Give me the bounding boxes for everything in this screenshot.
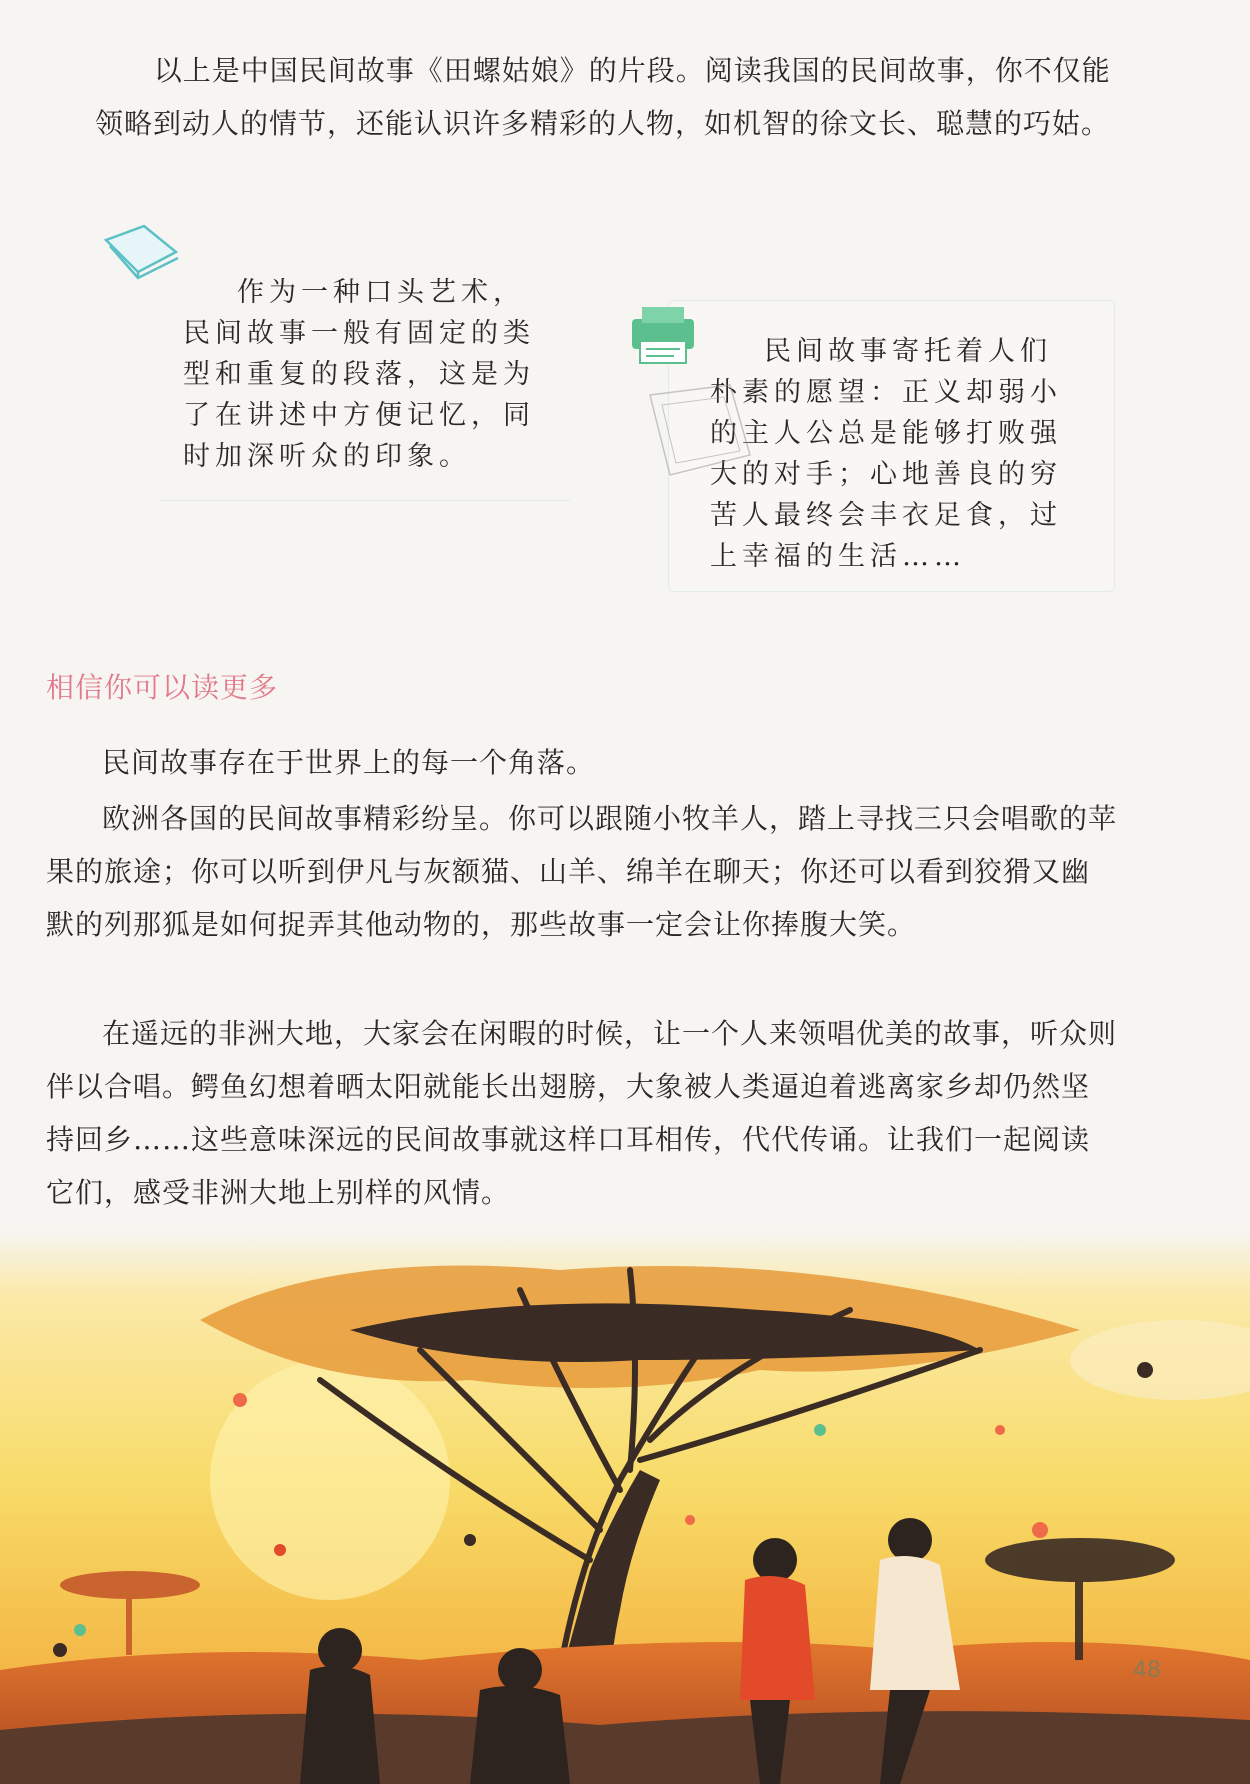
note-oral-art: 作为一种口头艺术，民间故事一般有固定的类型和重复的段落，这是为了在讲述中方便记忆，同时加深听众的印象。 — [183, 277, 535, 472]
page-number: 48 — [1133, 1658, 1161, 1683]
printer-icon — [624, 305, 708, 367]
note-divider — [160, 500, 570, 501]
note-folk-wishes: 民间故事寄托着人们朴素的愿望：正义却弱小的主人公总是能够打败强大的对手；心地善良的穷苦人最终会丰衣足食，过上幸福的生活…… — [710, 336, 1062, 572]
section-heading: 相信你可以读更多 — [46, 671, 279, 704]
african-savanna-illustration — [0, 1230, 1250, 1784]
section-paragraph: 民间故事存在于世界上的每一个角落。 — [102, 746, 596, 779]
open-book-icon — [100, 218, 184, 288]
watermark-stamp — [640, 375, 760, 495]
section-paragraph: 欧洲各国的民间故事精彩纷呈。你可以跟随小牧羊人，踏上寻找三只会唱歌的苹果的旅途；你可以听到伊凡与灰额猫、山羊、绵羊在聊天；你还可以看到狡猾又幽默的列那狐是如何捉弄其他动物的，那些故事一定会让你捧腹大笑。 — [46, 802, 1118, 941]
section-paragraph: 在遥远的非洲大地，大家会在闲暇的时候，让一个人来领唱优美的故事，听众则伴以合唱。鳄鱼幻想着晒太阳就能长出翅膀，大象被人类逼迫着逃离家乡却仍然坚持回乡……这些意味深远的民间故事就这样口耳相传，代代传诵。让我们一起阅读它们，感受非洲大地上别样的风情。 — [46, 1017, 1118, 1209]
intro-paragraph: 以上是中国民间故事《田螺姑娘》的片段。阅读我国的民间故事，你不仅能领略到动人的情节，还能认识许多精彩的人物，如机智的徐文长、聪慧的巧姑。 — [95, 54, 1111, 140]
